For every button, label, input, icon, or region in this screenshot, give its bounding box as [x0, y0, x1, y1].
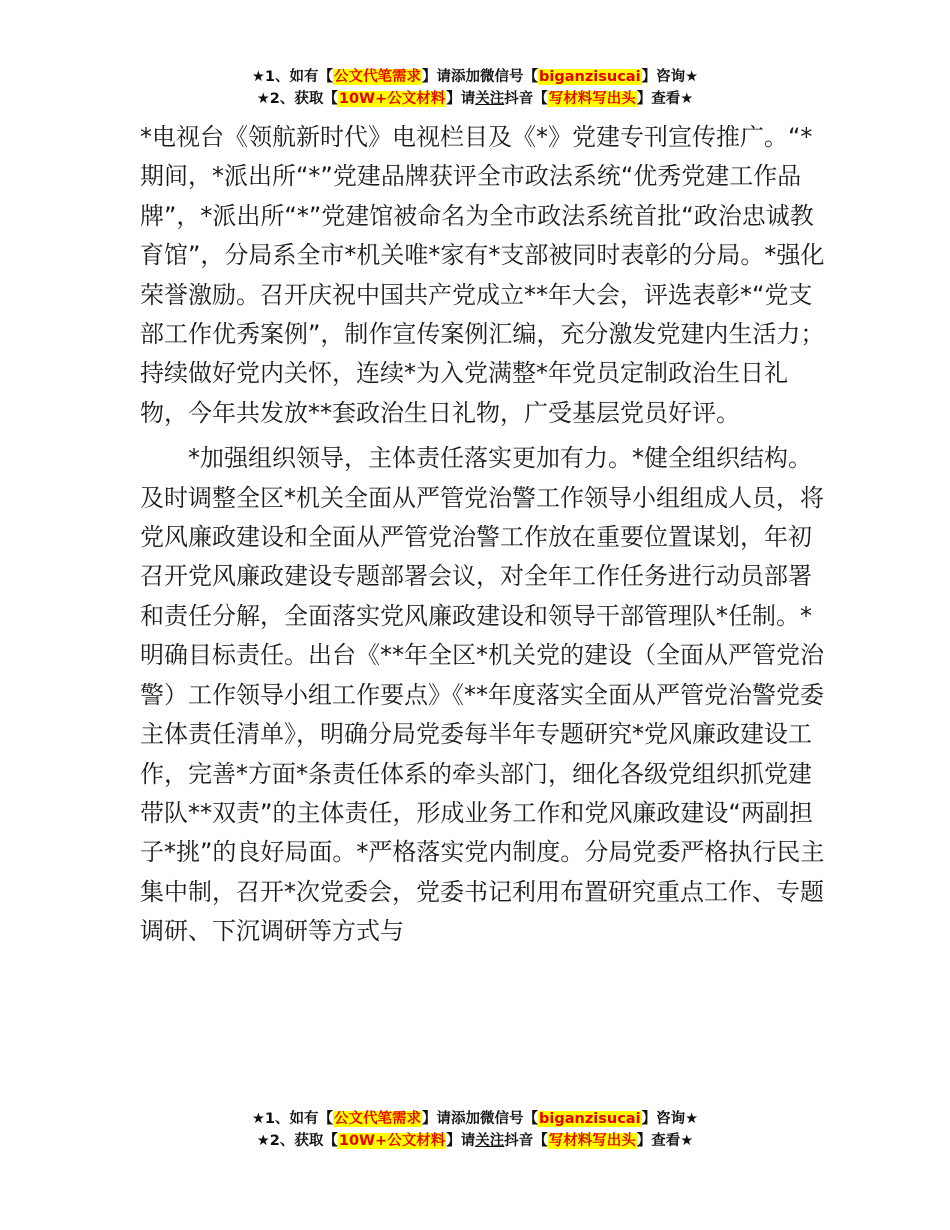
- header-line-1: ★1、如有【公文代笔需求】请添加微信号【biganzisucai】咨询★: [251, 69, 699, 85]
- footer-line-2: ★2、获取【10W+公文材料】请关注抖音【写材料写出头】查看★: [256, 1133, 694, 1149]
- footer-line-1: ★1、如有【公文代笔需求】请添加微信号【biganzisucai】咨询★: [251, 1111, 699, 1127]
- follow-link[interactable]: 关注: [475, 91, 505, 107]
- highlight-wechat-id: biganzisucai: [539, 69, 641, 85]
- highlight-materials: 10W+公文材料: [338, 91, 446, 107]
- follow-link[interactable]: 关注: [475, 1133, 505, 1149]
- paragraph-1: *电视台《领航新时代》电视栏目及《*》党建专刊宣传推广。“*期间，*派出所“*”党建品牌获评全市政法系统“优秀党建工作品牌”，*派出所“*”党建馆被命名为全市政法系统首批“政治忠诚教育馆”，分局系全市*机关唯*家有*支部被同时表彰的分局。*强化荣誉激励。召开庆祝中国共产党成立**年大会，评选表彰*“党支部工作优秀案例”，制作宣传案例汇编，充分激发党建内生活力；持续做好党内关怀，连续*为入党满整*年党员定制政治生日礼物，今年共发放**套政治生日礼物，广受基层党员好评。: [140, 123, 825, 427]
- highlight-materials: 10W+公文材料: [338, 1133, 446, 1149]
- highlight-wechat-id: biganzisucai: [539, 1111, 641, 1127]
- highlight-douyin-account: 写材料写出头: [548, 1133, 636, 1149]
- header-line-2: ★2、获取【10W+公文材料】请关注抖音【写材料写出头】查看★: [256, 91, 694, 107]
- highlight-ghostwriting: 公文代笔需求: [334, 1111, 422, 1127]
- highlight-ghostwriting: 公文代笔需求: [334, 69, 422, 85]
- highlight-douyin-account: 写材料写出头: [548, 91, 636, 107]
- footer-banner: [0, 1108, 950, 1152]
- document-body: [140, 118, 830, 952]
- header-banner: [0, 66, 950, 110]
- paragraph-2: *加强组织领导，主体责任落实更加有力。*健全组织结构。及时调整全区*机关全面从严管党治警工作领导小组组成人员，将党风廉政建设和全面从严管党治警工作放在重要位置谋划，年初召开党风廉政建设专题部署会议，对全年工作任务进行动员部署和责任分解，全面落实党风廉政建设和领导干部管理队*任制。*明确目标责任。出台《**年全区*机关党的建设（全面从严管党治警）工作领导小组工作要点》《**年度落实全面从严管党治警党委主体责任清单》，明确分局党委每半年专题研究*党风廉政建设工作，完善*方面*条责任体系的牵头部门，细化各级党组织抓党建带队**双责”的主体责任，形成业务工作和党风廉政建设“两副担子*挑”的良好局面。*严格落实党内制度。分局党委严格执行民主集中制，召开*次党委会，党委书记利用布置研究重点工作、专题调研、下沉调研等方式与: [140, 444, 825, 946]
